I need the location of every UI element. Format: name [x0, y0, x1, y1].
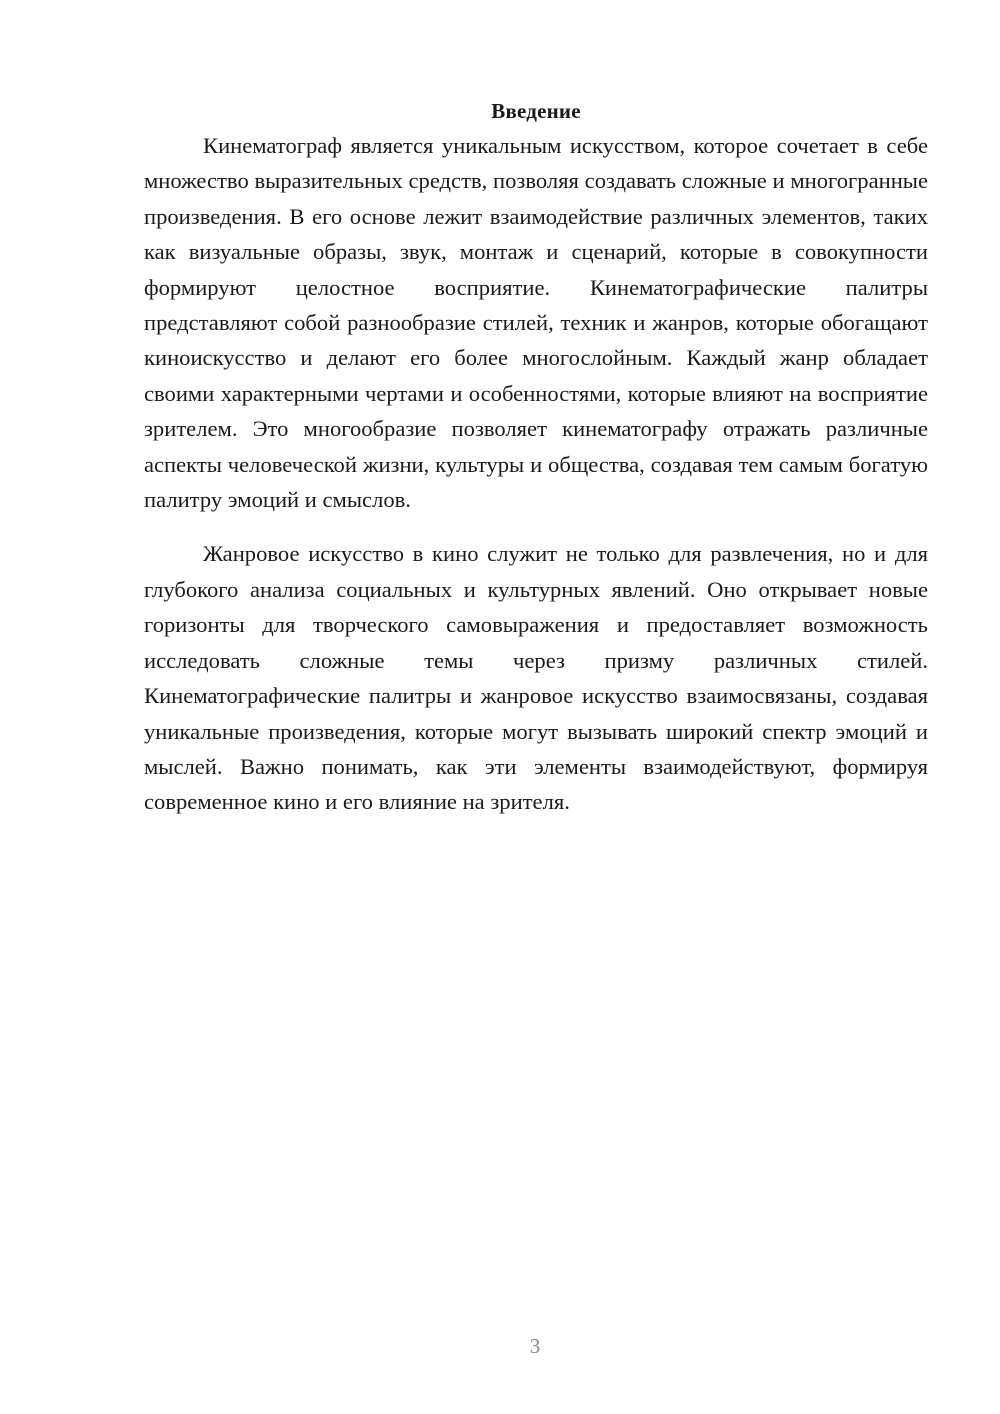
document-body: [144, 96, 928, 820]
section-heading: Введение: [491, 99, 581, 123]
paragraph-intro: Кинематограф является уникальным искусством, которое сочетает в себе множество выразительных средств, позволяя создавать сложные и многогранные произведения. В его основе лежит взаимодействие различных элементов, таких как визуальные образы, звук, монтаж и сценарий, которые в совокупности формируют целостное восприятие. Кинематографические палитры представляют собой разнообразие стилей, техник и жанров, которые обогащают киноискусство и делают его более многослойным. Каждый жанр обладает своими характерными чертами и особенностями, которые влияют на восприятие зрителем. Это многообразие позволяет кинематографу отражать различные аспекты человеческой жизни, культуры и общества, создавая тем самым богатую палитру эмоций и смыслов.: [144, 133, 928, 513]
paragraph-genre: Жанровое искусство в кино служит не только для развлечения, но и для глубокого анализа социальных и культурных явлений. Оно открывает новые горизонты для творческого самовыражения и предоставляет возможность исследовать сложные темы через призму различных стилей. Кинематографические палитры и жанровое искусство взаимосвязаны, создавая уникальные произведения, которые могут вызывать широкий спектр эмоций и мыслей. Важно понимать, как эти элементы взаимодействуют, формируя современное кино и его влияние на зрителя.: [144, 541, 928, 815]
page-number: 3: [529, 1334, 541, 1358]
